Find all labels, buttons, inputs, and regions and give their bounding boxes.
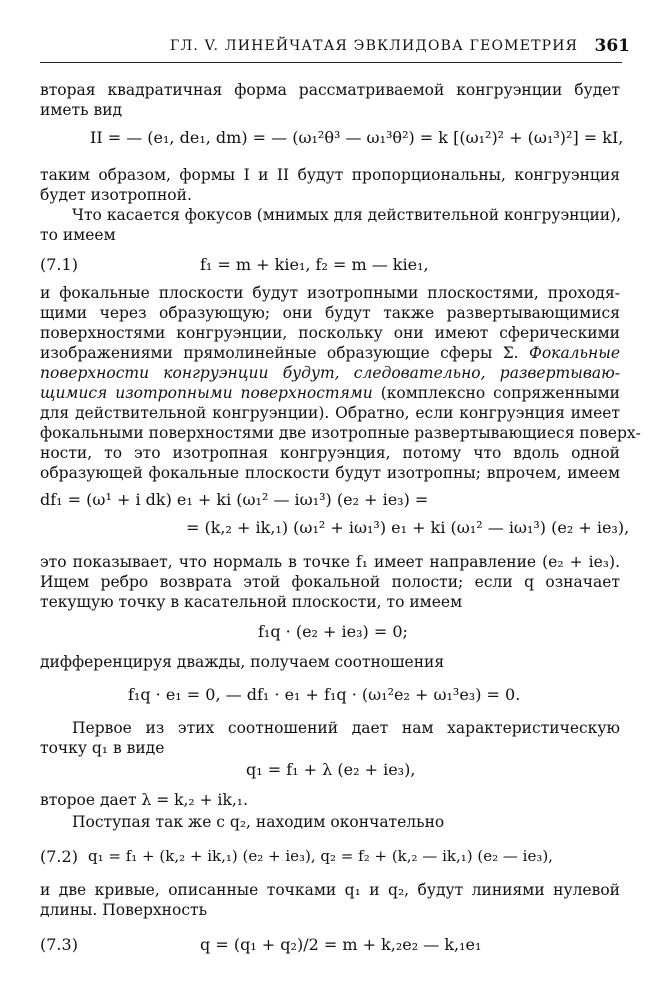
- equation-7-2: q₁ = f₁ + (k,₂ + ik,₁) (e₂ + ie₃), q₂ = f₂ + (k,₂ — ik,₁) (e₂ — ie₃),: [88, 847, 553, 865]
- text-line: и фокальные плоскости будут изотропными плоскостями, проходя-: [40, 284, 620, 302]
- equation-label-7-3: (7.3): [40, 935, 78, 954]
- equation-label-7-2: (7.2): [40, 847, 78, 866]
- text-line: это показывает, что нормаль в точке f₁ имеет направление (e₂ + ie₃).: [40, 553, 620, 571]
- text-line: таким образом, формы I и II будут пропорциональны, конгруэнция: [40, 166, 620, 184]
- text-line: Первое из этих соотношений дает нам характеристическую: [72, 719, 620, 737]
- italic-span: развертываю-: [499, 364, 620, 382]
- text-line: то имеем: [40, 226, 116, 244]
- equation-df1-line1: df₁ = (ω¹ + i dk) e₁ + ki (ω₁² — iω₁³) (e₂ + ie₃) =: [40, 490, 429, 509]
- equation-df1-line2: = (k,₂ + ik,₁) (ω₁² + iω₁³) e₁ + ki (ω₁² — iω₁³) (e₂ + ie₃),: [186, 518, 630, 537]
- text-line: для действительной конгруэнции). Обратно, если конгруэнция имеет: [40, 404, 620, 422]
- text-line: щими через образующую; они будут также развертывающимися: [40, 304, 620, 322]
- chapter-title: ГЛ. V. ЛИНЕЙЧАТАЯ ЭВКЛИДОВА ГЕОМЕТРИЯ: [170, 38, 579, 54]
- equation-f1q: f₁q · (e₂ + ie₃) = 0;: [258, 622, 408, 641]
- text-line: текущую точку в касательной плоскости, то имеем: [40, 593, 463, 611]
- text-line: [40, 363, 620, 383]
- text-line: иметь вид: [40, 101, 123, 119]
- text-line: [40, 383, 620, 403]
- equation-second-form: II = — (e₁, de₁, dm) = — (ω₁²θ³ — ω₁³θ²) = k [(ω₁²)² + (ω₁³)²] = kI,: [90, 128, 624, 147]
- italic-span: поверхности конгруэнции будут, следовательно,: [40, 364, 486, 382]
- equation-q1: q₁ = f₁ + λ (e₂ + ie₃),: [246, 760, 416, 779]
- text-line: и две кривые, описанные точками q₁ и q₂, будут линиями нулевой: [40, 881, 620, 899]
- italic-span: щимися изотропными поверхностями: [40, 384, 373, 402]
- text-line: дифференцируя дважды, получаем соотношения: [40, 653, 445, 671]
- text-line: образующей фокальные плоскости будут изотропны; впрочем, имеем: [40, 464, 620, 482]
- text-line: вторая квадратичная форма рассматриваемой конгруэнции будет: [40, 81, 620, 99]
- running-header: [40, 38, 630, 60]
- text-line: [40, 343, 620, 363]
- text-span: изображениями прямолинейные образующие сферы Σ.: [40, 344, 519, 362]
- equation-7-3: q = (q₁ + q₂)/2 = m + k,₂e₂ — k,₁e₁: [200, 935, 482, 954]
- equation-label-7-1: (7.1): [40, 255, 78, 274]
- text-line: Поступая так же с q₂, находим окончательно: [72, 813, 445, 831]
- text-line: будет изотропной.: [40, 186, 192, 204]
- text-line: точку q₁ в виде: [40, 739, 165, 757]
- text-line: второе дает λ = k,₂ + ik,₁.: [40, 791, 248, 809]
- text-line: ности, то это изотропная конгруэнция, потому что вдоль одной: [40, 444, 620, 462]
- italic-span: Фокальные: [528, 344, 620, 362]
- page-number: 361: [594, 36, 630, 56]
- equation-7-1: f₁ = m + kie₁, f₂ = m — kie₁,: [200, 255, 429, 274]
- equation-relations: f₁q · e₁ = 0, — df₁ · e₁ + f₁q · (ω₁²e₂ + ω₁³e₃) = 0.: [128, 685, 521, 704]
- text-line: фокальными поверхностями две изотропные развертывающиеся поверх-: [40, 424, 641, 442]
- text-line: длины. Поверхность: [40, 901, 208, 919]
- header-rule: [40, 62, 622, 63]
- text-line: Ищем ребро возврата этой фокальной полости; если q означает: [40, 573, 620, 591]
- text-span: (комплексно сопряженными: [380, 384, 620, 402]
- text-line: Что касается фокусов (мнимых для действительной конгруэнции),: [72, 206, 622, 224]
- text-line: поверхностями конгруэнции, поскольку они имеют сферическими: [40, 324, 620, 342]
